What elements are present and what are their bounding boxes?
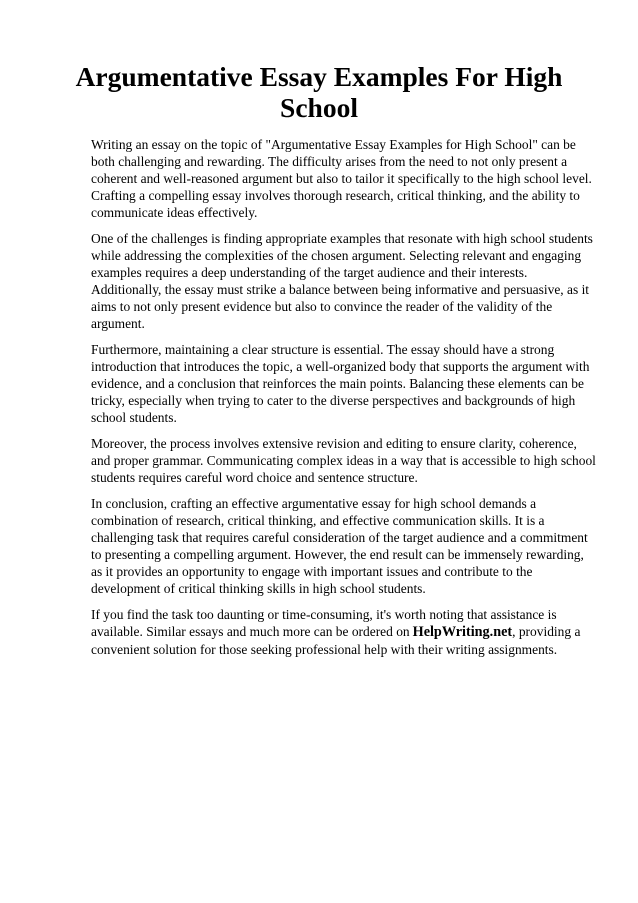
assistance-text-before: If you find the task too daunting or time-consuming, it's worth noting that assistance is available. Similar essays and much more can be ordered on	[91, 607, 557, 639]
paragraph-intro: Writing an essay on the topic of "Argumentative Essay Examples for High School" can be both challenging and rewarding. The difficulty arises from the need to not only present a coherent and well-reasoned argument but also to tailor it specifically to the high school level. Crafting a compelling essay involves thorough research, critical thinking, and the ability to communicate ideas effectively.	[91, 137, 592, 220]
helpwriting-link[interactable]: HelpWriting.net	[412, 624, 513, 640]
document-title: Argumentative Essay Examples For High School	[75, 61, 563, 123]
paragraph-structure: Furthermore, maintaining a clear structure is essential. The essay should have a strong introduction that introduces the topic, a well-organized body that supports the argument with evidence, and a conclusion that reinforces the main points. Balancing these elements can be tricky, especially when trying to cater to the diverse perspectives and backgrounds of high school students.	[91, 342, 590, 425]
document-body	[91, 136, 597, 667]
assistance-text-after: , providing a convenient solution for those seeking professional help with their writing assignments.	[91, 624, 581, 657]
paragraph-assistance	[91, 606, 597, 658]
paragraph-challenges: One of the challenges is finding appropriate examples that resonate with high school students while addressing the complexities of the chosen argument. Selecting relevant and engaging examples requires a deep understanding of the target audience and their interests. Additionally, the essay must strike a balance between being informative and persuasive, as it aims to not only present evidence but also to convince the reader of the validity of the argument.	[91, 231, 593, 331]
paragraph-revision: Moreover, the process involves extensive revision and editing to ensure clarity, coherence, and proper grammar. Communicating complex ideas in a way that is accessible to high school students requires careful word choice and sentence structure.	[91, 436, 596, 485]
paragraph-conclusion: In conclusion, crafting an effective argumentative essay for high school demands a combination of research, critical thinking, and effective communication skills. It is a challenging task that requires careful consideration of the target audience and a commitment to presenting a compelling argument. However, the end result can be immensely rewarding, as it provides an opportunity to engage with important issues and contribute to the development of critical thinking skills in high school students.	[91, 496, 588, 596]
